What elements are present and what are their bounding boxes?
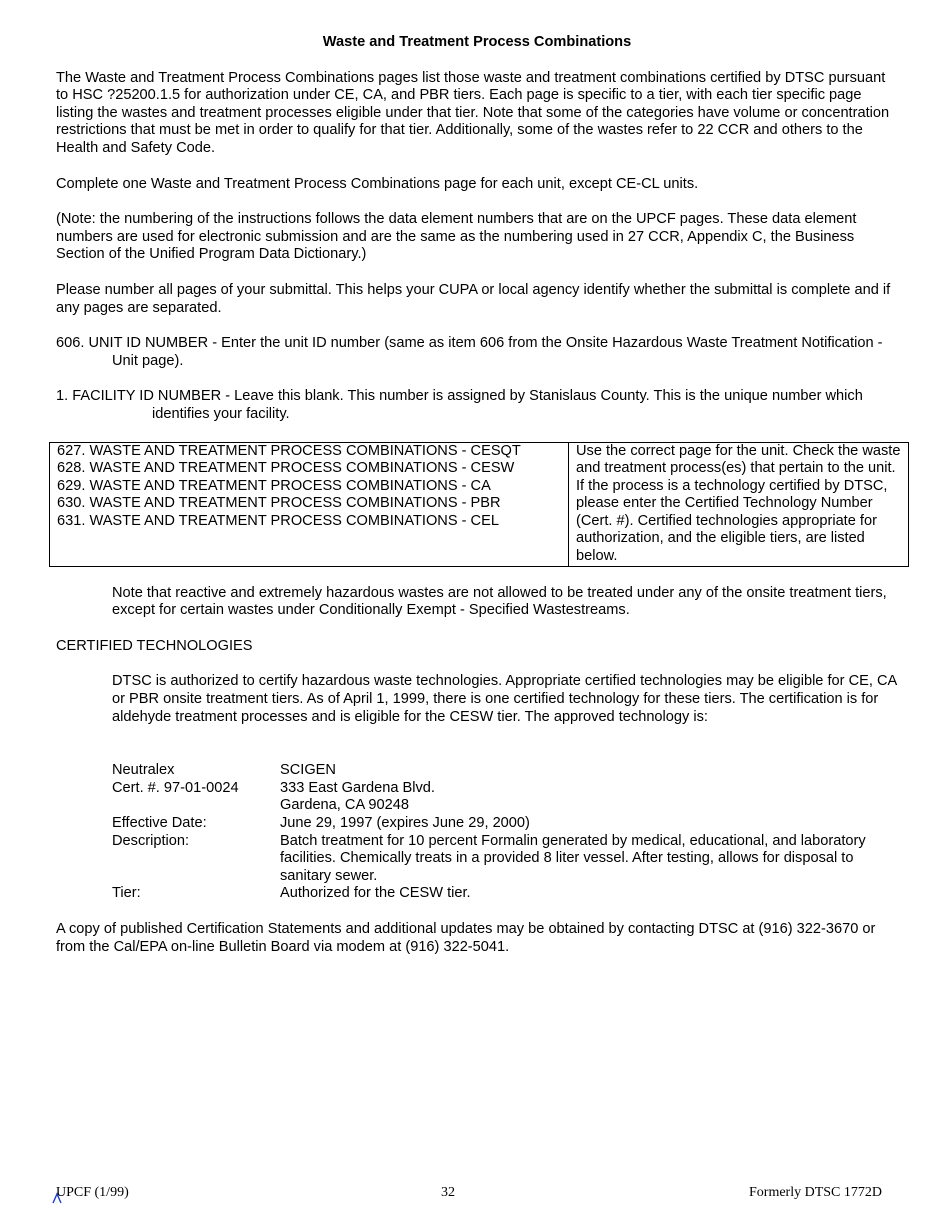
- item-1-instruction: [56, 388, 898, 423]
- tech-row-address2: [112, 797, 898, 815]
- footer-former-form: Formerly DTSC 1772D: [749, 1185, 882, 1200]
- copy-availability-note: A copy of published Certification Statements and additional updates may be obtained by contacting DTSC at (916) 322-3670 or from the Cal/EPA on-line Bulletin Board via modem at (916) 322-5041.: [56, 920, 876, 955]
- page-title: Waste and Treatment Process Combinations: [322, 34, 632, 50]
- tech-company: SCIGEN: [280, 762, 336, 779]
- tech-cert-number: Cert. #. 97-01-0024: [112, 779, 239, 796]
- tech-address-line1: 333 East Gardena Blvd.: [280, 779, 435, 796]
- tech-tier-label: Tier:: [112, 885, 141, 902]
- combination-item: 629. WASTE AND TREATMENT PROCESS COMBINATIONS - CA: [57, 477, 491, 494]
- tech-description-label: Description:: [112, 832, 190, 849]
- numbering-note-paragraph: (Note: the numbering of the instructions follows the data element numbers that are on the UPCF pages. These data element numbers are used for electronic submission and are the same as the numbering used in 27 CCR, Appendix C, the Business Section of the Unified Program Data Dictionary.): [56, 211, 857, 263]
- item-606-instruction: 606. UNIT ID NUMBER - Enter the unit ID number (same as item 606 from the Onsite Hazardous Waste Treatment Notification - Unit page).: [56, 335, 883, 369]
- tech-effective-label: Effective Date:: [112, 815, 207, 831]
- combination-item: 631. WASTE AND TREATMENT PROCESS COMBINATIONS - CEL: [57, 512, 499, 529]
- please-number-paragraph: Please number all pages of your submittal. This helps your CUPA or local agency identify whether the submittal is complete and if any pages are separated.: [56, 281, 891, 316]
- footer-page-number: 32: [441, 1185, 455, 1200]
- combinations-table: [49, 442, 909, 567]
- tech-row-effective: [112, 815, 898, 833]
- technology-details: [56, 762, 898, 903]
- complete-one-paragraph: Complete one Waste and Treatment Process Combinations page for each unit, except CE-CL units.: [56, 175, 699, 192]
- tech-row-name: [112, 762, 898, 780]
- reactive-wastes-note: Note that reactive and extremely hazardous wastes are not allowed to be treated under any of the onsite treatment tiers, except for certain wastes under Conditionally Exempt - Specified Wastestreams.: [112, 584, 887, 619]
- item-1-text-a: 1. FACILITY ID NUMBER - Leave this blank. This number is assigned by Stanislaus County. This is the unique number which: [56, 388, 863, 405]
- intro-paragraph: The Waste and Treatment Process Combinations pages list those waste and treatment combinations certified by DTSC pursuant to HSC ?25200.1.5 for authorization under CE, CA, and PBR tiers. Each page is specific to a tier, with each tier specific page listing the wastes and treatment processes eligible under that tier. Note that some of the categories have volume or concentration restrictions that must be met in order to qualify for that tier. Additionally, some of the wastes refer to 22 CCR and others to the Health and Safety Code.: [56, 69, 890, 156]
- tech-tier-value: Authorized for the CESW tier.: [280, 885, 471, 902]
- combination-item: 628. WASTE AND TREATMENT PROCESS COMBINATIONS - CESW: [57, 460, 515, 477]
- item-1-text-b: identifies your facility.: [152, 405, 290, 422]
- tech-name: Neutralex: [112, 762, 175, 779]
- tech-row-cert: [112, 780, 898, 798]
- tech-effective-value: June 29, 1997 (expires June 29, 2000): [280, 815, 530, 831]
- tech-row-description: [112, 833, 898, 886]
- certified-technologies-heading: CERTIFIED TECHNOLOGIES: [56, 637, 253, 654]
- tech-description-value: Batch treatment for 10 percent Formalin generated by medical, educational, and laboratory facilities. Chemically treats in a provided 8 liter vessel. After testing, allows for disposal to sanitary sewer.: [280, 832, 866, 884]
- combination-item: 630. WASTE AND TREATMENT PROCESS COMBINATIONS - PBR: [57, 495, 501, 512]
- document-page: [56, 34, 901, 974]
- footer-form-id: UPCF (1/99): [56, 1185, 129, 1200]
- tech-address-line2: Gardena, CA 90248: [280, 797, 410, 814]
- tech-row-tier: [112, 885, 898, 903]
- combinations-instruction-cell: Use the correct page for the unit. Check the waste and treatment process(es) that pertain to the unit. If the process is a technology certified by DTSC, please enter the Certified Technology Number (Cert. #). Certified technologies appropriate for authorization, and the eligible tiers, are listed below.: [569, 442, 909, 566]
- combination-item: 627. WASTE AND TREATMENT PROCESS COMBINATIONS - CESQT: [57, 442, 521, 459]
- certified-technologies-text: DTSC is authorized to certify hazardous waste technologies. Appropriate certified technologies may be eligible for CE, CA or PBR onsite treatment tiers. As of April 1, 1999, there is one certified technology for these tiers. The certification is for aldehyde treatment processes and is eligible for the CESW tier. The approved technology is:: [112, 673, 897, 725]
- combinations-list-cell: [50, 442, 569, 566]
